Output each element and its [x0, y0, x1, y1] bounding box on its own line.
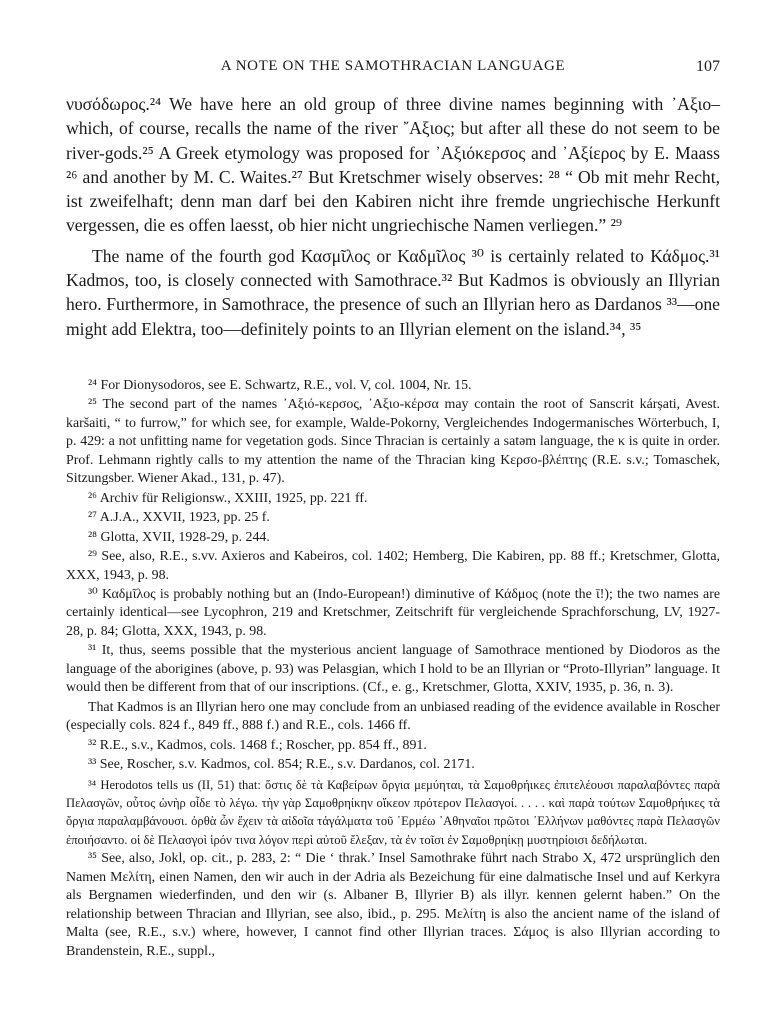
footnotes	[66, 377, 720, 962]
footnote-28: ²⁸ Glotta, XVII, 1928-29, p. 244.	[88, 529, 270, 545]
running-header	[66, 58, 720, 82]
body-paragraph-1: νυσόδωρος.²⁴ We have here an old group of three divine names beginning with ᾽Αξιο– which, of course, recalls the name of the river ῎Αξιος; but after all these do not seem to be river-gods.²⁵ A Greek etymology was proposed for ᾽Αξιόκερσος and ᾽Αξίερος by E. Maass ²⁶ and another by M. C. Waites.²⁷ But Kretschmer wisely observes: ²⁸ “ Ob mit mehr Recht, ist zweifelhaft; denn man darf bei den Kabiren nicht ihre fremde ungriechische Herkunft vergessen, die es offen laesst, ob hier nicht ungriechische Namen verliegen.” ²⁹	[66, 94, 720, 236]
footnote-31-continuation: That Kadmos is an Illyrian hero one may conclude from an unbiased reading of the evidence available in Roscher (especially cols. 824 f., 849 ff., 888 f.) and R.E., cols. 1466 ff.	[66, 699, 720, 734]
page-number: 107	[696, 58, 720, 75]
footnote-25: ²⁵ The second part of the names ᾽Αξιό-κερσος, ᾽Αξιο-κέρσα may contain the root of Sanscrit kárșati, Avest. karšaiti, “ to furrow,” for which see, for example, Walde-Pokorny, Vergleichendes Indogermanisches Wörterbuch, I, p. 429: a not unfitting name for vegetation gods. Since Thracian is certainly a satəm language, the κ is quite in order. Prof. Lehmann rightly calls to my attention the name of the Thracian king Κερσο-βλέπτης (R.E. s.v.; Tomaschek, Sitzungsber. Wiener Akad., 131, p. 47).	[66, 397, 720, 487]
footnote-34: ³⁴ Herodotos tells us (II, 51) that: ὅστις δὲ τὰ Καβείρων ὄργια μεμύηται, τὰ Σαμοθρήικες ἐπιτελέουσι παραλαβόντες παρὰ Πελασγῶν, οὗτος ὡνὴρ οἶδε τὸ λέγω. τὴν γὰρ Σαμοθρηίκην οἴκεον πρότερον Πελασγοί. . . . . καὶ παρὰ τούτων Σαμοθρήικες τὰ ὄργια παραλαμβάνουσι. ὀρθὰ ὦν ἔχειν τὰ αἰδοῖα τἀγάλματα τοῦ ῾Ερμέω ᾽Αθηναῖοι πρῶτοι ῾Ελλήνων μαθόντες παρὰ Πελασγῶν ἐποιήσαντο. οἱ δὲ Πελασγοὶ ἱρόν τινα λόγον περὶ αὐτοῦ ἔλεξαν, τὰ ἐν τοῖσι ἐν Σαμοθρηίκῃ μυστηρίοισι δεδήλωται.	[66, 777, 720, 847]
body-paragraph-2: The name of the fourth god Κασμῖλος or Καδμῖλος ³⁰ is certainly related to Κάδμος.³¹ Kadmos, too, is closely connected with Samothrace.³² But Kadmos is obviously an Illyrian hero. Furthermore, in Samothrace, the presence of such an Illyrian hero as Dardanos ³³—one might add Elektra, too—definitely points to an Illyrian element on the island.³⁴, ³⁵	[66, 245, 720, 339]
footnote-35: ³⁵ See, also, Jokl, op. cit., p. 283, 2: “ Die ‘ thrak.’ Insel Samothrake führt nach Strabo X, 472 ursprünglich den Namen Μελίτη, einen Namen, den wir auch in der Adria als Bezeichung für eine dalmatische Insel und auf Kerkyra als Bergnamen wiederfinden, und den wir (s. Albaner B, Illyrier B) als illyr. kennen gelernt haben.” On the relationship between Thracian and Illyrian, see also, ibid., p. 295. Μελίτη is also the ancient name of the island of Malta (see, R.E., s.v.) where, however, I cannot find other Illyrian traces. Σάμος is also Illyrian according to Brandenstein, R.E., suppl.,	[66, 851, 720, 959]
main-text	[66, 92, 720, 341]
footnote-24: ²⁴ For Dionysodoros, see E. Schwartz, R.E., vol. V, col. 1004, Nr. 15.	[88, 378, 472, 393]
footnote-31: ³¹ It, thus, seems possible that the mysterious ancient language of Samothrace mentioned by Diodoros as the language of the aborigines (above, p. 93) was Pelasgian, which I hold to be an Illyrian or “Proto-Illyrian” language. It would then be different from that of our inscriptions. (Cf., e. g., Kretschmer, Glotta, XXIV, 1935, p. 36, n. 3).	[66, 643, 720, 696]
footnote-27: ²⁷ A.J.A., XXVII, 1923, pp. 25 f.	[88, 510, 270, 526]
footnote-33: ³³ See, Roscher, s.v. Kadmos, col. 854; R.E., s.v. Dardanos, col. 2171.	[88, 757, 475, 773]
footnote-29: ²⁹ See, also, R.E., s.vv. Axieros and Kabeiros, col. 1402; Hemberg, Die Kabiren, pp. 88 ff.; Kretschmer, Glotta, XXX, 1943, p. 98.	[66, 549, 720, 583]
footnote-30: ³⁰ Καδμῖλος is probably nothing but an (Indo-European!) diminutive of Κάδμος (note the ῑ!); the two names are certainly identical—see Lycophron, 219 and Kretschmer, Zeitschrift für vergleichende Sprachforschung, LV, 1927-28, p. 84; Glotta, XXX, 1943, p. 98.	[66, 586, 720, 639]
running-title: A NOTE ON THE SAMOTHRACIAN LANGUAGE	[220, 58, 566, 74]
footnote-26: ²⁶ Archiv für Religionsw., XXIII, 1925, pp. 221 ff.	[88, 490, 368, 506]
footnote-32: ³² R.E., s.v., Kadmos, cols. 1468 f.; Roscher, pp. 854 ff., 891.	[88, 737, 427, 753]
